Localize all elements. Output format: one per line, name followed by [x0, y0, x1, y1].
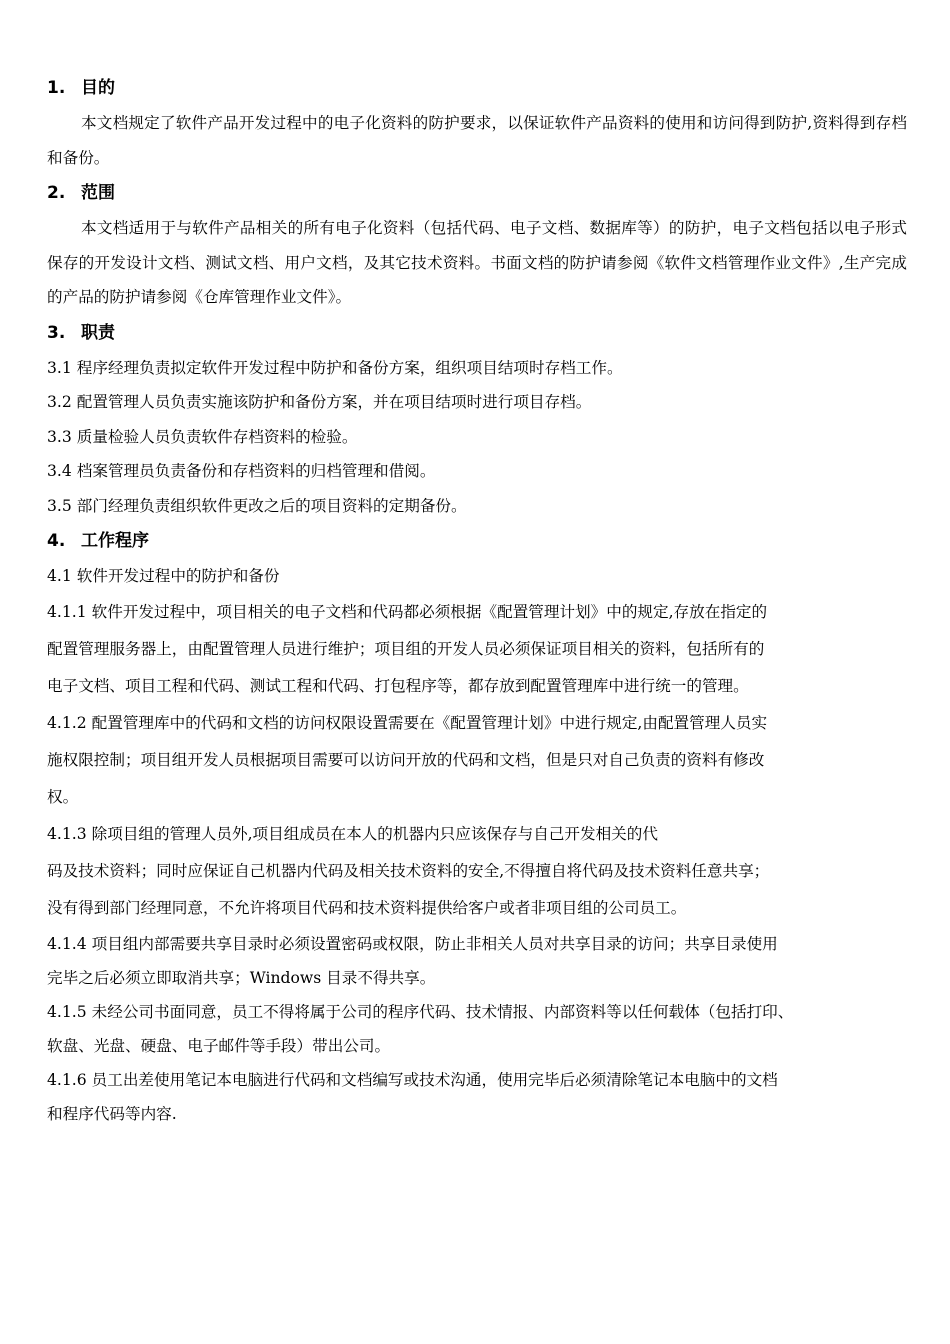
section-title: 工作程序: [81, 531, 149, 551]
clause-4-1-3: [47, 816, 907, 927]
section-heading-scope: [47, 177, 907, 209]
section-number: 1.: [47, 78, 66, 98]
clause-4-1-2: [47, 705, 907, 816]
clause-4-1-6: [47, 1063, 907, 1131]
section-heading-responsibilities: [47, 317, 907, 349]
clause-line: 4.1.1 软件开发过程中，项目相关的电子文档和代码都必须根据《配置管理计划》中的规定,存放在指定的: [47, 602, 768, 621]
scope-paragraph: 本文档适用于与软件产品相关的所有电子化资料（包括代码、电子文档、数据库等）的防护，电子文档包括以电子形式保存的开发设计文档、测试文档、用户文档，及其它技术资料。书面文档的防护请参阅《软件文档管理作业文件》,生产完成的产品的防护请参阅《仓库管理作业文件》。: [47, 219, 907, 306]
section-number: 4.: [47, 531, 66, 551]
clause-line: 4.1.4 项目组内部需要共享目录时必须设置密码或权限，防止非相关人员对共享目录的访问；共享目录使用: [47, 934, 778, 953]
clause-line: 完毕之后必须立即取消共享；Windows 目录不得共享。: [47, 968, 436, 987]
section-number: 2.: [47, 183, 66, 203]
clause-line: 4.1.5 未经公司书面同意，员工不得将属于公司的程序代码、技术情报、内部资料等以任何载体（包括打印、: [47, 1002, 794, 1021]
clause-4-1-1: [47, 594, 907, 705]
clause-line: 4.1.2 配置管理库中的代码和文档的访问权限设置需要在《配置管理计划》中进行规定,由配置管理人员实: [47, 713, 768, 732]
responsibility-item: 3.1 程序经理负责拟定软件开发过程中防护和备份方案，组织项目结项时存档工作。: [47, 358, 623, 377]
clause-line: 4.1.6 员工出差使用笔记本电脑进行代码和文档编写或技术沟通，使用完毕后必须清除笔记本电脑中的文档: [47, 1070, 778, 1089]
section-number: 3.: [47, 322, 66, 343]
procedure-subheading: 4.1 软件开发过程中的防护和备份: [47, 567, 280, 585]
clause-line: 施权限控制；项目组开发人员根据项目需要可以访问开放的代码和文档，但是只对自己负责的资料有修改: [47, 750, 765, 769]
section-title: 职责: [81, 322, 115, 343]
purpose-paragraph: 本文档规定了软件产品开发过程中的电子化资料的防护要求，以保证软件产品资料的使用和访问得到防护,资料得到存档和备份。: [47, 114, 907, 167]
responsibility-item: 3.3 质量检验人员负责软件存档资料的检验。: [47, 427, 358, 446]
section-title: 目的: [81, 78, 115, 98]
clause-line: 没有得到部门经理同意，不允许将项目代码和技术资料提供给客户或者非项目组的公司员工。: [47, 898, 687, 917]
clause-line: 电子文档、项目工程和代码、测试工程和代码、打包程序等，都存放到配置管理库中进行统一的管理。: [47, 676, 749, 695]
clause-line: 配置管理服务器上，由配置管理人员进行维护；项目组的开发人员必须保证项目相关的资料，包括所有的: [47, 639, 765, 658]
clause-line: 码及技术资料；同时应保证自己机器内代码及相关技术资料的安全,不得擅自将代码及技术资料任意共享；: [47, 861, 770, 880]
clause-4-1-4: [47, 927, 907, 995]
clause-line: 4.1.3 除项目组的管理人员外,项目组成员在本人的机器内只应该保存与自己开发相关的代: [47, 824, 658, 843]
responsibility-item: 3.5 部门经理负责组织软件更改之后的项目资料的定期备份。: [47, 496, 467, 515]
clause-line: 软盘、光盘、硬盘、电子邮件等手段）带出公司。: [47, 1036, 391, 1055]
section-heading-purpose: [47, 72, 907, 104]
responsibility-item: 3.2 配置管理人员负责实施该防护和备份方案，并在项目结项时进行项目存档。: [47, 393, 592, 411]
responsibility-item: 3.4 档案管理员负责备份和存档资料的归档管理和借阅。: [47, 462, 436, 480]
document-page: [47, 72, 907, 1131]
clause-4-1-5: [47, 995, 907, 1063]
section-title: 范围: [81, 183, 115, 203]
clause-line: 权。: [47, 787, 79, 806]
clause-line: 和程序代码等内容.: [47, 1104, 177, 1123]
section-heading-procedure: [47, 525, 907, 557]
